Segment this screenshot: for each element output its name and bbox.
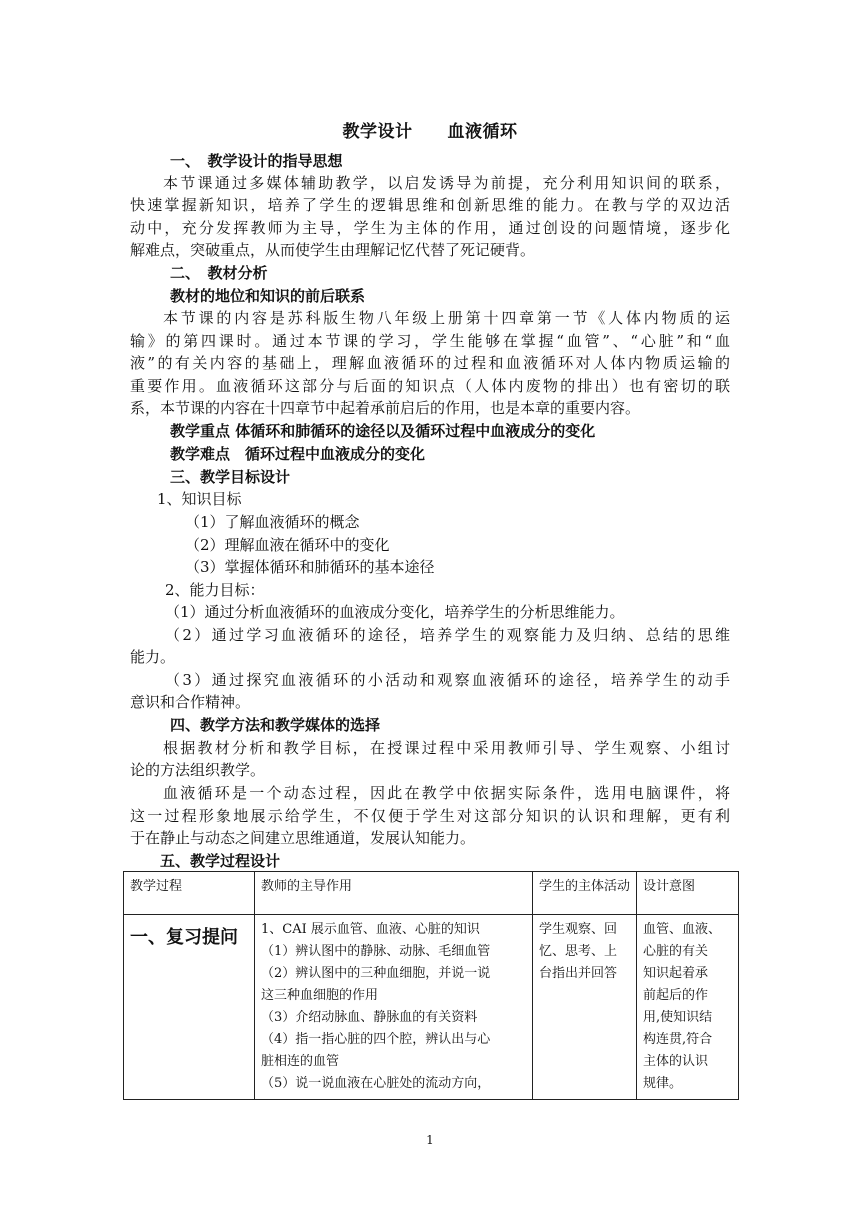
section-heading: 二、 教材分析 [170,264,268,282]
section-heading: 一、 教学设计的指导思想 [170,152,343,170]
intent-line: 用,使知识结 [643,1010,713,1025]
header-design-intent: 设计意图 [637,872,739,915]
paragraph-line: 本节课通过多媒体辅助教学，以启发诱导为前提，充分利用知识间的联系， [163,174,730,192]
teacher-line: 脏相连的血管 [261,1054,340,1069]
paragraph-line: 解难点，突破重点，从而使学生由理解记忆代替了死记硬背。 [130,241,536,259]
stage-cell [124,915,255,1100]
paragraph-line: 重要作用。血液循环这部分与后面的知识点（人体内废物的排出）也有密切的联 [130,377,730,395]
student-line: 学生观察、回 [539,922,618,937]
table-header-row [124,872,739,915]
intent-line: 血管、血液、 [643,922,722,937]
teacher-line: 1、CAI 展示血管、血液、心脏的知识 [261,922,480,937]
intent-line: 构连贯,符合 [643,1032,713,1047]
header-student-activity: 学生的主体活动 [533,872,637,915]
paragraph-line: 系，本节课的内容在十四章节中起着承前启后的作用，也是本章的重要内容。 [130,399,641,417]
intent-line: 前起后的作 [643,988,709,1003]
paragraph-line: 意识和合作精神。 [130,693,251,711]
paragraph-line: 能力。 [130,648,176,666]
header-teacher-role: 教师的主导作用 [255,872,533,915]
intent-line: 心脏的有关 [643,944,709,959]
paragraph-line: 液”的有关内容的基础上，理解血液循环的过程和血液循环对人体内物质运输的 [130,354,730,372]
section-heading: 教学重点 体循环和肺循环的途径以及循环过程中血液成分的变化 [170,422,596,440]
paragraph-line: 动中，充分发挥教师为主导，学生为主体的作用，通过创设的问题情境，逐步化 [130,219,730,237]
document-title: 教学设计 血液循环 [342,122,518,142]
section-heading: 教材的地位和知识的前后联系 [170,287,366,305]
teaching-process-table [123,871,739,1100]
paragraph-line: 本节课的内容是苏科版生物八年级上册第十四章第一节《人体内物质的运 [163,309,730,327]
teacher-line: （4）指一指心脏的四个腔，辨认出与心 [261,1032,491,1047]
paragraph-line: 2、能力目标： [165,581,265,599]
student-line: 台指出并回答 [539,966,618,981]
paragraph-line: （1）了解血液循环的概念 [185,513,360,531]
paragraph-line: （2）理解血液在循环中的变化 [185,536,390,554]
section-heading: 五、教学过程设计 [160,852,281,870]
paragraph-line: 输》的第四课时。通过本节课的学习，学生能够在掌握“血管”、“心脏”和“血 [130,332,730,350]
teacher-line: （2）辨认图中的三种血细胞，并说一说 [261,966,491,981]
paragraph-line: 这一过程形象地展示给学生，不仅便于学生对这部分知识的认识和理解，更有利 [130,807,730,825]
paragraph-line: 根据教材分析和教学目标，在授课过程中采用教师引导、学生观察、小组讨 [163,739,730,757]
paragraph-line: 于在静止与动态之间建立思维通道，发展认知能力。 [130,829,476,847]
header-process: 教学过程 [124,872,255,915]
student-cell [533,915,637,1100]
student-line: 忆、思考、上 [539,944,618,959]
teacher-cell [255,915,533,1100]
teacher-line: （1）辨认图中的静脉、动脉、毛细血管 [261,944,491,959]
teacher-line: （5）说一说血液在心脏处的流动方向， [261,1076,491,1091]
section-heading: 教学难点 循环过程中血液成分的变化 [170,445,426,463]
stage-label: 一、复习提问 [130,927,238,948]
section-heading: 四、教学方法和教学媒体的选择 [170,716,381,734]
teacher-line: （3）介绍动脉血、静脉血的有关资料 [261,1010,478,1025]
intent-line: 知识起着承 [643,966,709,981]
section-heading: 三、教学目标设计 [170,468,291,486]
paragraph-line: （3）通过探究血液循环的小活动和观察血液循环的途径，培养学生的动手 [165,671,730,689]
paragraph-line: 论的方法组织教学。 [130,761,266,779]
intent-line: 主体的认识 [643,1054,709,1069]
table-row [124,915,739,1100]
intent-line: 规律。 [643,1076,683,1091]
paragraph-line: 血液循环是一个动态过程，因此在教学中依据实际条件，选用电脑课件，将 [163,784,730,802]
paragraph-line: （2）通过学习血液循环的途径，培养学生的观察能力及归纳、总结的思维 [165,626,730,644]
paragraph-line: （1）通过分析血液循环的血液成分变化，培养学生的分析思维能力。 [165,603,625,621]
intent-cell [637,915,739,1100]
page-number: 1 [426,1133,434,1147]
paragraph-line: 1、知识目标 [157,490,242,508]
teacher-line: 这三种血细胞的作用 [261,988,379,1003]
paragraph-line: （3）掌握体循环和肺循环的基本途径 [185,558,435,576]
paragraph-line: 快速掌握新知识，培养了学生的逻辑思维和创新思维的能力。在教与学的双边活 [130,196,730,214]
